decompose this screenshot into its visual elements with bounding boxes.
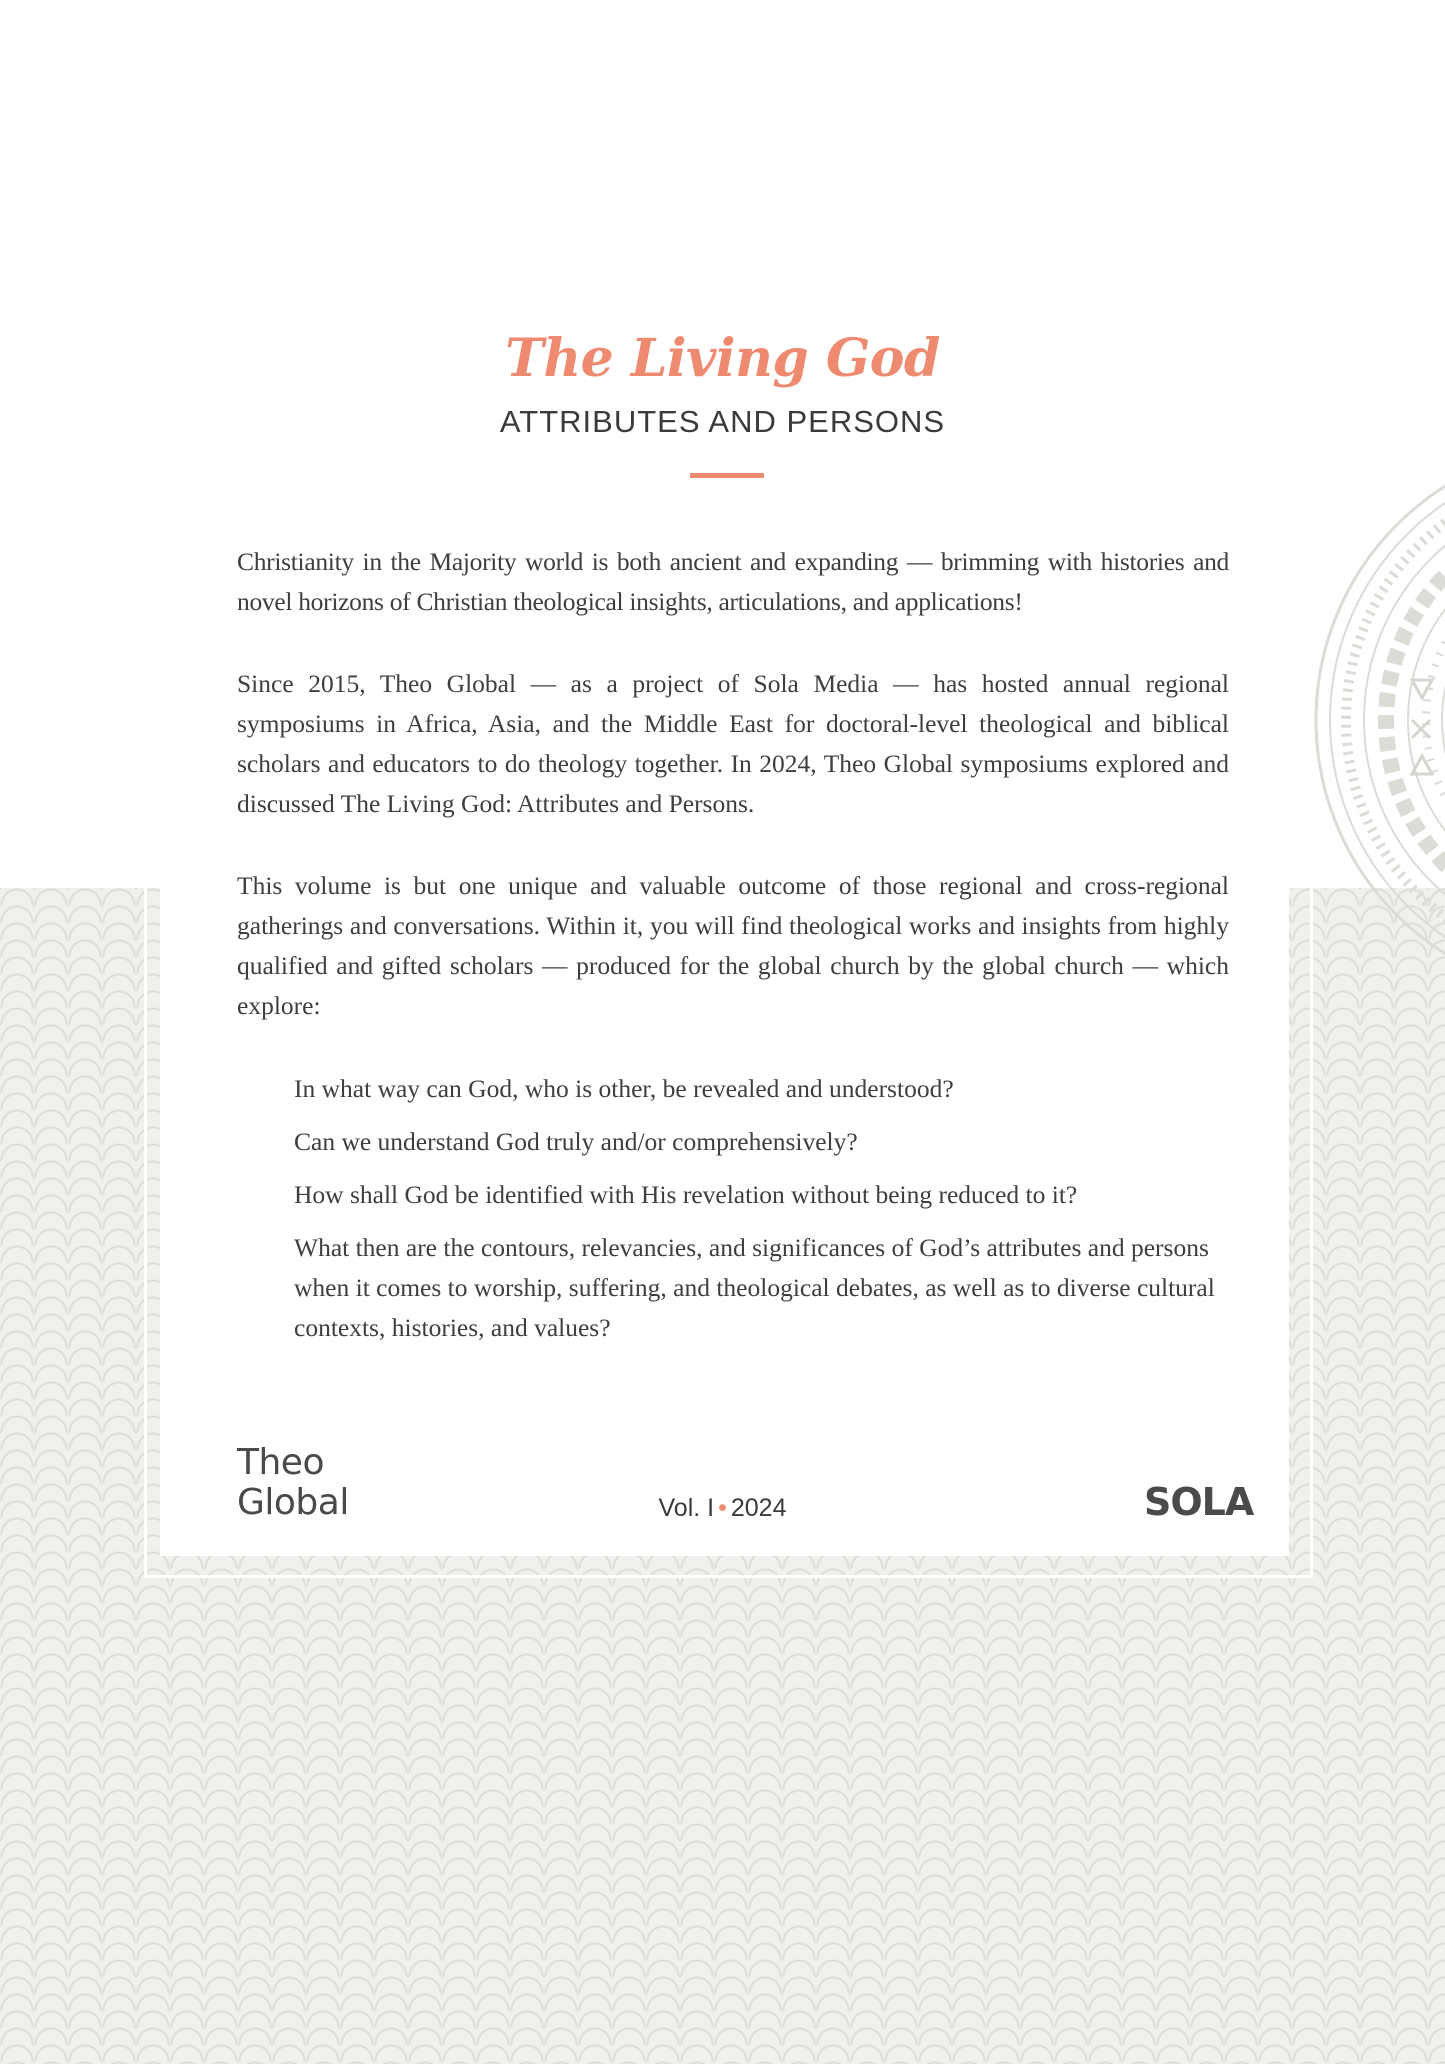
- questions-list: [294, 1069, 1224, 1361]
- book-title: The Living God: [505, 328, 940, 389]
- volume-paragraph: This volume is but one unique and valuable outcome of those regional and cross-regional gatherings and conversations. Within it, you will find theological works and insights from highly qualified and gifted scholars — produced for the global church by the global church — which explore:: [237, 871, 1229, 1020]
- list-item: What then are the contours, relevancies, and significances of God’s attributes and persons when it comes to worship, suffering, and theological debates, as well as to diverse cultural contexts, histories, and values?: [294, 1233, 1215, 1342]
- list-item: In what way can God, who is other, be revealed and understood?: [294, 1074, 954, 1103]
- history-paragraph: Since 2015, Theo Global — as a project of Sola Media — has hosted annual regional symposiums in Africa, Asia, and the Middle East for doctoral-level theological and biblical scholars and educators to do theology together. In 2024, Theo Global symposiums explored and discussed The Living God: Attributes and Persons.: [237, 669, 1229, 818]
- logo-line-2: Global: [237, 1482, 349, 1523]
- ornamental-medallion: [1312, 440, 1445, 1000]
- intro-paragraph: Christianity in the Majority world is both ancient and expanding — brimming with histories and novel horizons of Christian theological insights, articulations, and applications!: [237, 547, 1229, 616]
- volume-year: 2024: [730, 1494, 787, 1522]
- book-subtitle: ATTRIBUTES AND PERSONS: [499, 404, 946, 439]
- volume-number: Vol. I: [658, 1494, 715, 1522]
- logo-line-1: Theo: [237, 1442, 324, 1483]
- bullet-icon: •: [718, 1494, 727, 1522]
- title-divider: [690, 473, 764, 478]
- list-item: How shall God be identified with His revelation without being reduced to it?: [294, 1180, 1078, 1209]
- list-item: Can we understand God truly and/or comprehensively?: [294, 1127, 858, 1156]
- sola-logo: SOLA: [1144, 1480, 1254, 1524]
